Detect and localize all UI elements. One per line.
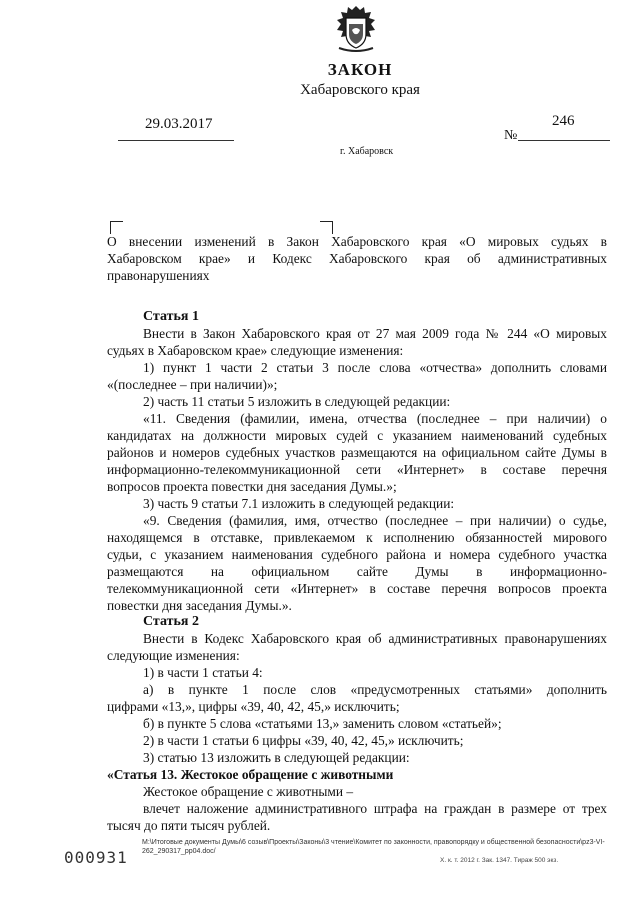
registration-stamp: 000931 [64,848,128,867]
document-title [107,233,607,284]
text-line: Внести в Закон Хабаровского края от 27 мая 2009 года № 244 «О мировых [143,326,607,341]
article-1 [107,308,607,614]
text-line: размещаются на официальном сайте Думы в информационно- [107,564,607,579]
text-line: влечет наложение административного штрафа на граждан в размере от трех [143,801,607,816]
coat-of-arms-emblem [331,4,381,56]
text-line: повестки дня заседания Думы.». [107,598,292,613]
text-line: вопросов проекта повестки дня заседания Думы.»; [107,479,397,494]
print-info: Х. к. т. 2012 г. Зак. 1347. Тираж 500 экз. [440,857,559,864]
law-title: ЗАКОН [327,60,393,79]
text-line: тысяч до пяти тысяч рублей. [107,818,271,833]
file-path-line: 262_290317_pp04.doc/ [142,848,216,855]
number-sign: № [504,128,518,143]
law-number: 246 [552,113,575,129]
text-line: 2) часть 11 статьи 5 изложить в следующей редакции: [143,394,451,409]
text-line: находящемся в отставке, привлекаемом к исполнению обязанностей мирового [107,530,607,545]
text-line: телекоммуникационной сети «Интернет» в составе перечня вопросов проекта [107,581,607,596]
text-line: 2) в части 1 статьи 6 цифры «39, 40, 42, 45,» исключить; [143,733,464,748]
text-line: 1) пункт 1 части 2 статьи 3 после слова «отчества» дополнить словами [143,360,607,375]
article-1-heading: Статья 1 [143,309,199,324]
text-line: судьи, с указанием наименования судебного района и номера судебного участка [107,547,607,562]
text-line: Внести в Кодекс Хабаровского края об административных правонарушениях [143,631,607,646]
text-line: «9. Сведения (фамилия, имя, отчество (последнее – при наличии) о судье, [143,513,607,528]
text-line: «(последнее – при наличии)»; [107,377,278,392]
text-line: районов и номеров судебных участков размещаются на официальном сайте Думы в [107,445,607,460]
text-line: судьях в Хабаровском крае» следующие изменения: [107,343,404,358]
text-line: цифрами «13,», цифры «39, 40, 42, 45,» исключить; [107,699,400,714]
article-13-title: «Статья 13. Жестокое обращение с животными [107,767,394,782]
text-line: 3) часть 9 статьи 7.1 изложить в следующей редакции: [143,496,455,511]
region-subtitle: Хабаровского края [300,82,420,98]
file-path-line: M:\Итоговые документы Думы\6 созыв\Проекты\Законы\3 чтение\Комитет по законности, правопорядку и общественной безопасности\pz3-VI- [142,839,605,846]
document-title-line: правонарушениях [107,268,210,283]
file-path-footer [142,838,612,856]
document-title-line: Хабаровском крае» и Кодекс Хабаровского края об административных [107,251,607,266]
text-line: кандидатах на должности мировых судей с указанием наименований судебных [107,428,607,443]
article-2-heading: Статья 2 [143,614,199,629]
article-2 [107,613,607,834]
text-line: 1) в части 1 статьи 4: [143,665,263,680]
text-line: Жестокое обращение с животными – [143,784,354,799]
text-line: следующие изменения: [107,648,240,663]
law-date: 29.03.2017 [145,116,213,132]
date-underline [118,140,234,141]
text-line: а) в пункте 1 после слов «предусмотренных статьями» дополнить [143,682,607,697]
number-underline [518,140,610,141]
text-line: «11. Сведения (фамилии, имена, отчества (последнее – при наличии) о [143,411,607,426]
text-line: 3) статью 13 изложить в следующей редакции: [143,750,410,765]
city-name: г. Хабаровск [340,146,394,157]
text-line: информационно-телекоммуникационной сети «Интернет» в составе перечня [107,462,607,477]
document-title-line: О внесении изменений в Закон Хабаровского края «О мировых судьях в [107,234,607,249]
text-line: б) в пункте 5 слова «статьями 13,» заменить словом «статьей»; [143,716,502,731]
